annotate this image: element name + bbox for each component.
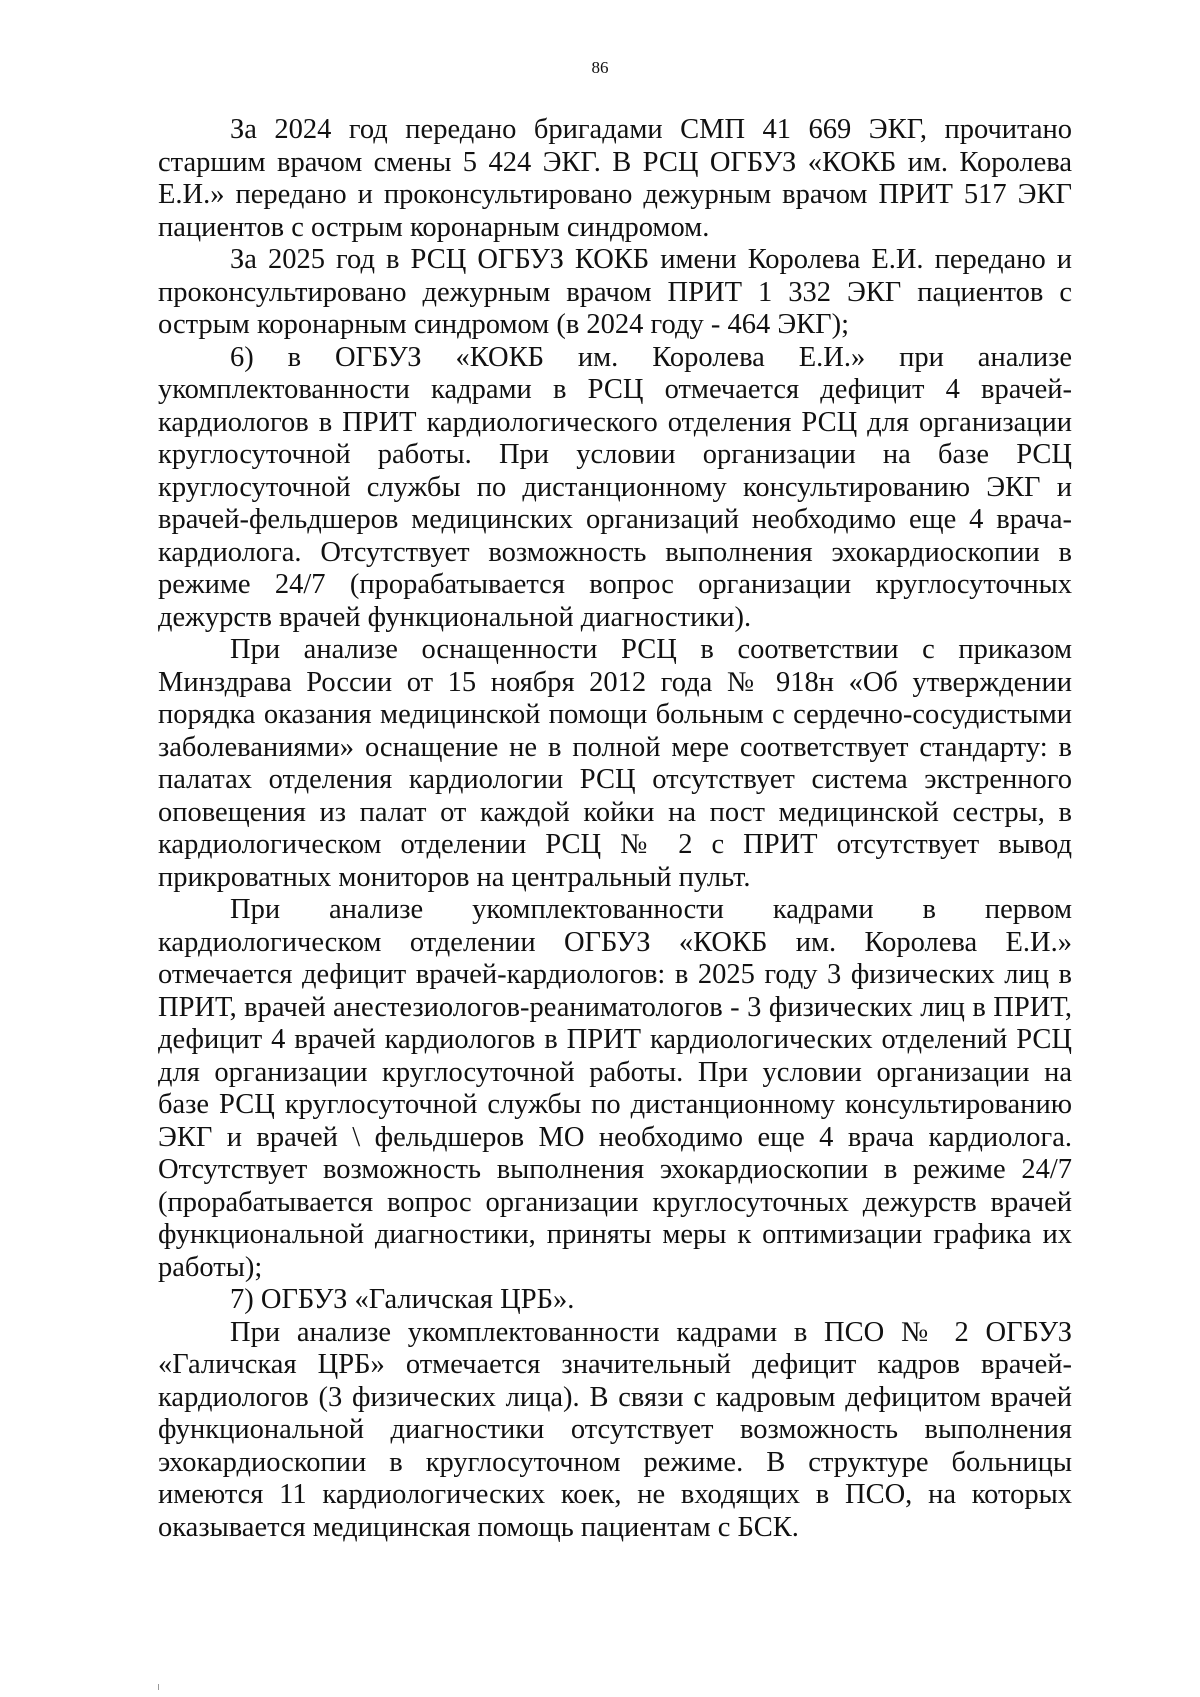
paragraph-ecg-2025: За 2025 год в РСЦ ОГБУЗ КОКБ имени Королева Е.И. передано и проконсультировано дежурным врачом ПРИТ 1 332 ЭКГ пациентов с острым коронарным синдромом (в 2024 году - 464 ЭКГ);: [158, 244, 1072, 340]
paragraph-staffing-first-cardiology: При анализе укомплектованности кадрами в первом кардиологическом отделении ОГБУЗ «КОКБ им. Королева Е.И.» отмечается дефицит врачей-кардиологов: в 2025 году 3 физических лиц в ПРИТ, врачей анестезиологов-реаниматологов - 3 физических лиц в ПРИТ, дефицит 4 врачей кардиологов в ПРИТ кардиологических отделений РСЦ для организации круглосуточной работы. При условии организации на базе РСЦ круглосуточной службы по дистанционному консультированию ЭКГ и врачей \ фельдшеров МО необходимо еще 4 врача кардиолога. Отсутствует возможность выполнения эхокардиоскопии в режиме 24/7 (прорабатывается вопрос организации круглосуточных дежурств врачей функциональной диагностики, приняты меры к оптимизации графика их работы);: [158, 894, 1072, 1283]
paragraph-equipment-analysis: При анализе оснащенности РСЦ в соответствии с приказом Минздрава России от 15 ноября 2012 года № 918н «Об утверждении порядка оказания медицинской помощи больным с сердечно-сосудистыми заболеваниями» оснащение не в полной мере соответствует стандарту: в палатах отделения кардиологии РСЦ отсутствует система экстренного оповещения из палат от каждой койки на пост медицинской сестры, в кардиологическом отделении РСЦ № 2 с ПРИТ отсутствует вывод прикроватных мониторов на центральный пульт.: [158, 634, 1072, 893]
paragraph-item-7-heading: 7) ОГБУЗ «Галичская ЦРБ».: [230, 1284, 575, 1315]
paragraph-galich-staffing: При анализе укомплектованности кадрами в ПСО № 2 ОГБУЗ «Галичская ЦРБ» отмечается значительный дефицит кадров врачей-кардиологов (3 физических лица). В связи с кадровым дефицитом врачей функциональной диагностики отсутствует возможность выполнения эхокардиоскопии в круглосуточном режиме. В структуре больницы имеются 11 кардиологических коек, не входящих в ПСО, на которых оказывается медицинская помощь пациентам с БСК.: [158, 1316, 1072, 1543]
page-number: 86: [591, 58, 609, 77]
paragraph-ecg-2024: За 2024 год передано бригадами СМП 41 669 ЭКГ, прочитано старшим врачом смены 5 424 ЭКГ. В РСЦ ОГБУЗ «КОКБ им. Королева Е.И.» передано и проконсультировано дежурным врачом ПРИТ 517 ЭКГ пациентов с острым коронарным синдромом.: [158, 114, 1072, 243]
paragraph-item-6-kokb: 6) в ОГБУЗ «КОКБ им. Королева Е.И.» при анализе укомплектованности кадрами в РСЦ отмечается дефицит 4 врачей-кардиологов в ПРИТ кардиологического отделения РСЦ для организации круглосуточной работы. При условии организации на базе РСЦ круглосуточной службы по дистанционному консультированию ЭКГ и врачей-фельдшеров медицинских организаций необходимо еще 4 врача-кардиолога. Отсутствует возможность выполнения эхокардиоскопии в режиме 24/7 (прорабатывается вопрос организации круглосуточных дежурств врачей функциональной диагностики).: [158, 341, 1072, 633]
document-body: [158, 114, 1072, 1544]
scan-margin-mark: [158, 1684, 159, 1690]
